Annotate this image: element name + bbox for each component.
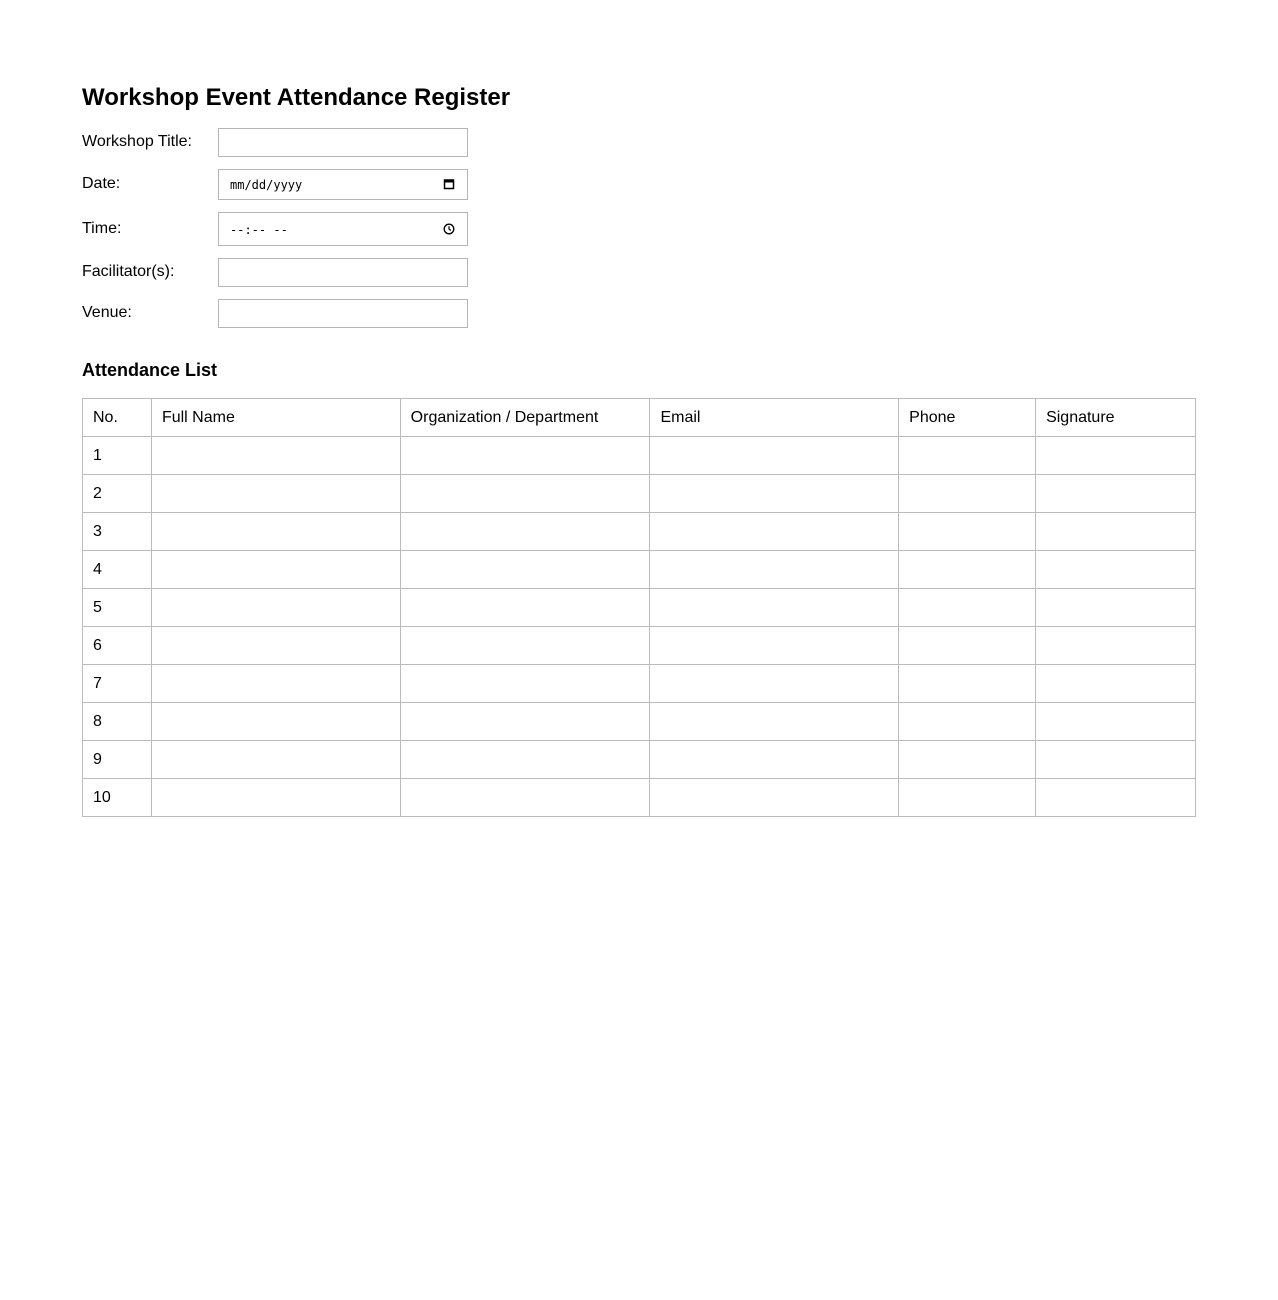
full-name-cell[interactable] bbox=[151, 627, 400, 665]
date-row bbox=[82, 169, 482, 203]
email-cell[interactable] bbox=[650, 741, 899, 779]
calendar-icon[interactable] bbox=[443, 178, 455, 190]
workshop-title-row bbox=[82, 128, 482, 162]
full-name-cell[interactable] bbox=[151, 665, 400, 703]
email-cell[interactable] bbox=[650, 475, 899, 513]
email-cell[interactable] bbox=[650, 551, 899, 589]
organization-cell[interactable] bbox=[400, 779, 650, 817]
signature-cell[interactable] bbox=[1036, 475, 1196, 513]
full-name-cell[interactable] bbox=[151, 551, 400, 589]
phone-cell[interactable] bbox=[899, 665, 1036, 703]
email-cell[interactable] bbox=[650, 665, 899, 703]
row-number: 10 bbox=[83, 779, 152, 817]
row-number: 9 bbox=[83, 741, 152, 779]
signature-cell[interactable] bbox=[1036, 741, 1196, 779]
row-number: 2 bbox=[83, 475, 152, 513]
workshop-title-label: Workshop Title: bbox=[82, 133, 192, 150]
organization-cell[interactable] bbox=[400, 703, 650, 741]
venue-input[interactable] bbox=[218, 299, 468, 328]
phone-cell[interactable] bbox=[899, 779, 1036, 817]
full-name-cell[interactable] bbox=[151, 741, 400, 779]
full-name-cell[interactable] bbox=[151, 475, 400, 513]
attendance-heading: Attendance List bbox=[82, 360, 218, 380]
phone-cell[interactable] bbox=[899, 475, 1036, 513]
signature-cell[interactable] bbox=[1036, 779, 1196, 817]
column-header-organization: Organization / Department bbox=[400, 399, 650, 437]
email-cell[interactable] bbox=[650, 627, 899, 665]
organization-cell[interactable] bbox=[400, 741, 650, 779]
email-cell[interactable] bbox=[650, 513, 899, 551]
signature-cell[interactable] bbox=[1036, 551, 1196, 589]
page-title: Workshop Event Attendance Register bbox=[82, 84, 511, 111]
table-row bbox=[83, 513, 1196, 551]
table-row bbox=[83, 665, 1196, 703]
full-name-cell[interactable] bbox=[151, 703, 400, 741]
organization-cell[interactable] bbox=[400, 513, 650, 551]
phone-cell[interactable] bbox=[899, 437, 1036, 475]
table-row bbox=[83, 551, 1196, 589]
full-name-cell[interactable] bbox=[151, 589, 400, 627]
full-name-cell[interactable] bbox=[151, 437, 400, 475]
row-number: 5 bbox=[83, 589, 152, 627]
row-number: 4 bbox=[83, 551, 152, 589]
column-header-phone: Phone bbox=[899, 399, 1036, 437]
full-name-cell[interactable] bbox=[151, 513, 400, 551]
attendance-table bbox=[82, 398, 1196, 817]
facilitators-input[interactable] bbox=[218, 258, 468, 287]
signature-cell[interactable] bbox=[1036, 513, 1196, 551]
table-row bbox=[83, 475, 1196, 513]
phone-cell[interactable] bbox=[899, 703, 1036, 741]
date-input[interactable] bbox=[218, 169, 468, 200]
column-header-email: Email bbox=[650, 399, 899, 437]
clock-icon[interactable] bbox=[443, 223, 455, 235]
column-header-no: No. bbox=[83, 399, 152, 437]
row-number: 6 bbox=[83, 627, 152, 665]
venue-label: Venue: bbox=[82, 304, 132, 321]
organization-cell[interactable] bbox=[400, 551, 650, 589]
row-number: 7 bbox=[83, 665, 152, 703]
facilitators-label: Facilitator(s): bbox=[82, 263, 175, 280]
time-label: Time: bbox=[82, 220, 122, 237]
organization-cell[interactable] bbox=[400, 665, 650, 703]
table-row bbox=[83, 627, 1196, 665]
organization-cell[interactable] bbox=[400, 627, 650, 665]
time-row bbox=[82, 212, 482, 246]
phone-cell[interactable] bbox=[899, 741, 1036, 779]
venue-row bbox=[82, 299, 482, 333]
phone-cell[interactable] bbox=[899, 589, 1036, 627]
organization-cell[interactable] bbox=[400, 589, 650, 627]
full-name-cell[interactable] bbox=[151, 779, 400, 817]
column-header-signature: Signature bbox=[1036, 399, 1196, 437]
table-row bbox=[83, 437, 1196, 475]
table-row bbox=[83, 741, 1196, 779]
phone-cell[interactable] bbox=[899, 513, 1036, 551]
signature-cell[interactable] bbox=[1036, 665, 1196, 703]
organization-cell[interactable] bbox=[400, 475, 650, 513]
table-row bbox=[83, 779, 1196, 817]
date-label: Date: bbox=[82, 175, 121, 192]
signature-cell[interactable] bbox=[1036, 627, 1196, 665]
phone-cell[interactable] bbox=[899, 627, 1036, 665]
row-number: 8 bbox=[83, 703, 152, 741]
organization-cell[interactable] bbox=[400, 437, 650, 475]
facilitators-row bbox=[82, 258, 482, 292]
email-cell[interactable] bbox=[650, 779, 899, 817]
table-row bbox=[83, 589, 1196, 627]
email-cell[interactable] bbox=[650, 703, 899, 741]
row-number: 3 bbox=[83, 513, 152, 551]
signature-cell[interactable] bbox=[1036, 703, 1196, 741]
signature-cell[interactable] bbox=[1036, 437, 1196, 475]
email-cell[interactable] bbox=[650, 589, 899, 627]
date-placeholder: mm/dd/yyyy bbox=[230, 178, 303, 192]
workshop-title-input[interactable] bbox=[218, 128, 468, 157]
phone-cell[interactable] bbox=[899, 551, 1036, 589]
table-row bbox=[83, 703, 1196, 741]
table-header-row bbox=[83, 399, 1196, 437]
time-placeholder: --:-- -- bbox=[230, 223, 288, 237]
column-header-full-name: Full Name bbox=[151, 399, 400, 437]
time-input[interactable] bbox=[218, 212, 468, 246]
signature-cell[interactable] bbox=[1036, 589, 1196, 627]
row-number: 1 bbox=[83, 437, 152, 475]
email-cell[interactable] bbox=[650, 437, 899, 475]
